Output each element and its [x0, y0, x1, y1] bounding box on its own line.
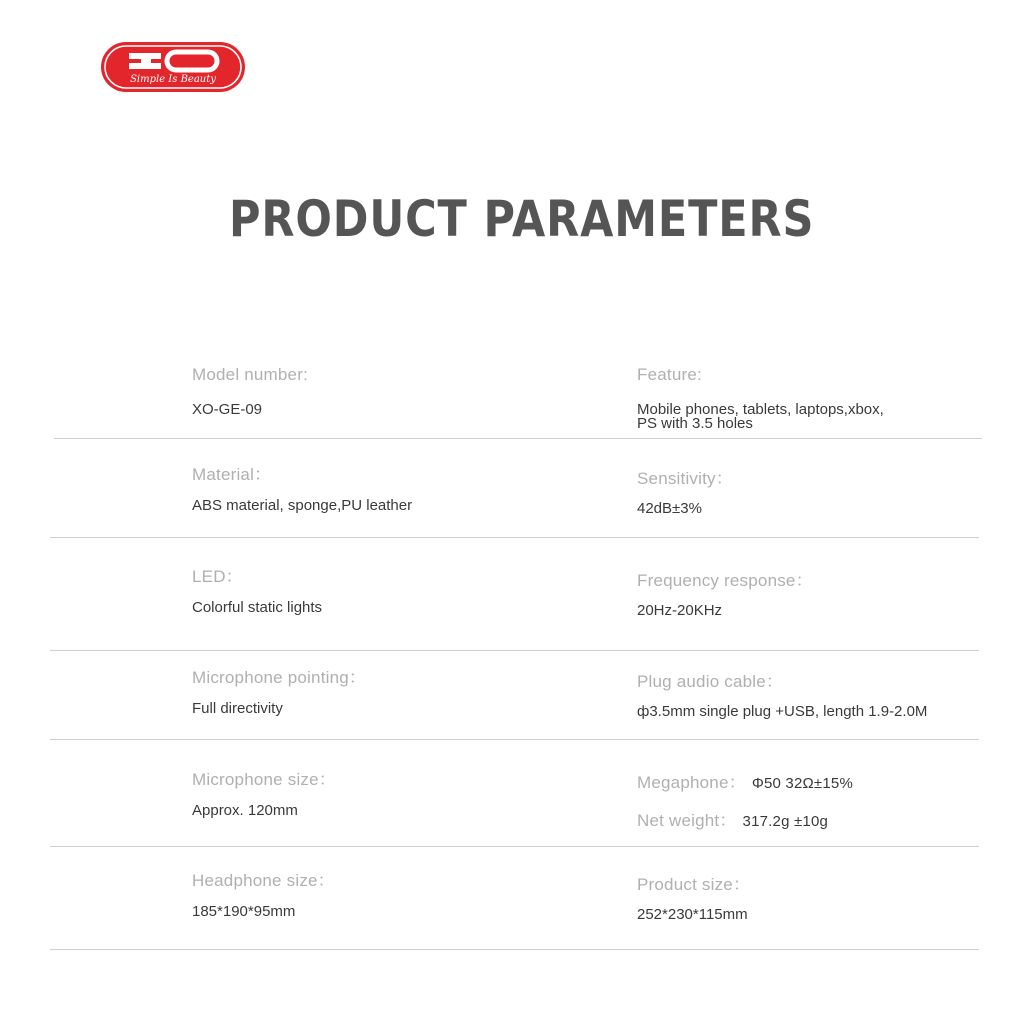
- led-label: LED：: [192, 567, 243, 586]
- microphone-size-value: Approx. 120mm: [192, 802, 298, 819]
- headphone-size-value: 185*190*95mm: [192, 903, 296, 920]
- net-weight-label: Net weight：: [637, 811, 737, 830]
- microphone-pointing-value: Full directivity: [192, 700, 283, 717]
- megaphone-value: Φ50 32Ω±15%: [751, 775, 853, 792]
- product-size-value: 252*230*115mm: [637, 906, 748, 923]
- page-title: PRODUCT PARAMETERS: [229, 190, 815, 248]
- row-divider: [50, 846, 979, 847]
- net-weight-value: 317.2g ±10g: [742, 813, 829, 830]
- feature-label: Feature:: [637, 365, 702, 384]
- frequency-response-label: Frequency response：: [637, 571, 813, 590]
- feature-value-line2: PS with 3.5 holes: [637, 415, 753, 432]
- headphone-size-label: Headphone size：: [192, 871, 335, 890]
- material-value: ABS material, sponge,PU leather: [192, 497, 413, 514]
- sensitivity-value: 42dB±3%: [637, 500, 702, 517]
- model-number-label: Model number:: [192, 365, 308, 384]
- row-divider: [50, 537, 979, 538]
- svg-text:Simple Is Beauty: Simple Is Beauty: [130, 74, 216, 85]
- row-divider: [54, 438, 982, 439]
- microphone-size-label: Microphone size：: [192, 770, 336, 789]
- row-divider: [50, 739, 979, 740]
- sensitivity-label: Sensitivity：: [637, 469, 733, 488]
- microphone-pointing-label: Microphone pointing：: [192, 668, 367, 687]
- feature-value-line1: Mobile phones, tablets, laptops,xbox,: [637, 401, 884, 418]
- plug-audio-cable-label: Plug audio cable：: [637, 672, 784, 691]
- plug-audio-cable-value: ф3.5mm single plug +USB, length 1.9-2.0M: [637, 703, 928, 720]
- row-divider: [50, 650, 979, 651]
- megaphone-label: Megaphone：: [637, 773, 746, 792]
- model-number-value: XO-GE-09: [192, 401, 263, 418]
- row-divider: [50, 949, 979, 950]
- megaphone-field: [637, 768, 853, 793]
- brand-logo: [99, 40, 247, 94]
- net-weight-field: [637, 806, 828, 831]
- material-label: Material：: [192, 465, 272, 484]
- xo-logo-icon: [99, 40, 247, 94]
- product-size-label: Product size：: [637, 875, 751, 894]
- led-value: Colorful static lights: [192, 599, 323, 616]
- frequency-response-value: 20Hz-20KHz: [637, 602, 723, 619]
